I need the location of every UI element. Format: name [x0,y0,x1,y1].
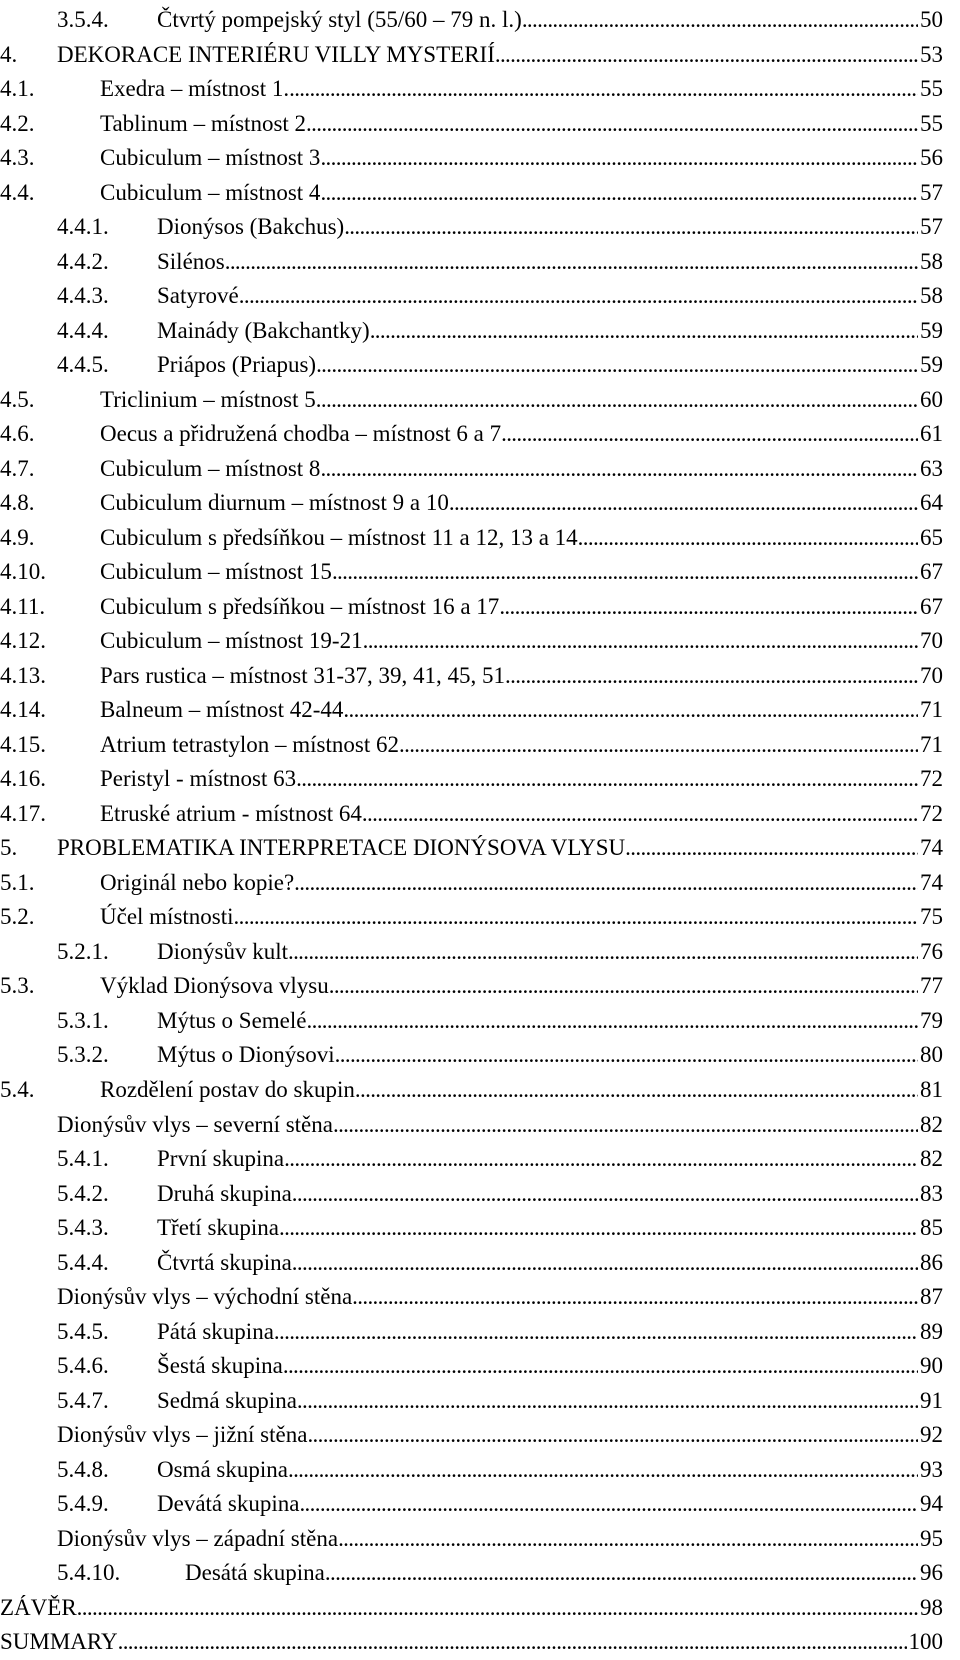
toc-entry[interactable] [0,866,960,901]
toc-entry-page-number: 56 [920,145,943,171]
toc-entry[interactable] [0,1280,960,1315]
toc-entry-title: ZÁVĚR [0,1594,77,1620]
toc-entry[interactable] [0,1556,960,1591]
dot-leader [297,1384,918,1419]
toc-entry-number: 5.2. [0,904,35,930]
toc-entry-number: 4.12. [0,628,46,654]
table-of-contents [0,3,960,1660]
dot-leader [283,1349,918,1384]
dot-leader [335,1038,918,1073]
dot-leader [294,866,918,901]
toc-entry-title: Oecus a přidružená chodba – místnost 6 a 7 [100,421,502,447]
dot-leader [316,383,918,418]
dot-leader [333,1108,918,1143]
toc-entry-title: Čtvrtý pompejský styl (55/60 – 79 n. l.) [157,7,522,32]
dot-leader [362,797,918,832]
toc-entry-title: Dionýsův vlys – severní stěna [57,1111,333,1137]
toc-entry-page-number: 94 [920,1491,943,1517]
toc-entry-title: Triclinium – místnost 5 [100,386,316,412]
toc-entry-title: Druhá skupina [157,1180,292,1206]
toc-entry-number: 4. [0,41,18,67]
toc-entry-page-number: 57 [920,214,943,240]
toc-entry-title: Čtvrtá skupina [157,1249,292,1275]
toc-entry-title: Satyrové [157,283,239,309]
toc-entry-page-number: 85 [920,1215,943,1241]
toc-entry-number: 5.3.1. [57,1007,109,1033]
toc-entry-title: Desátá skupina [185,1560,325,1586]
toc-entry[interactable] [0,486,960,521]
dot-leader [316,348,918,383]
toc-entry[interactable] [0,1108,960,1143]
toc-entry[interactable] [0,452,960,487]
toc-entry-number: 4.14. [0,697,46,723]
dot-leader [239,279,918,314]
dot-leader [288,1453,918,1488]
toc-entry[interactable] [0,693,960,728]
dot-leader [332,555,918,590]
toc-entry[interactable] [0,348,960,383]
toc-entry-title: Exedra – místnost 1. [100,76,290,102]
toc-entry[interactable] [0,1246,960,1281]
toc-entry-page-number: 63 [920,455,943,481]
dot-leader [325,1556,918,1591]
toc-entry-page-number: 79 [920,1007,943,1033]
dot-leader [370,314,918,349]
dot-leader [343,693,918,728]
toc-entry-page-number: 55 [920,110,943,136]
toc-entry-page-number: 80 [920,1042,943,1068]
toc-entry-number: 4.4.2. [57,248,109,274]
toc-entry-number: 5.4.1. [57,1146,109,1172]
toc-entry-number: 4.5. [0,386,35,412]
toc-entry[interactable] [0,1142,960,1177]
toc-entry-page-number: 74 [920,835,943,861]
toc-entry-title: Tablinum – místnost 2 [100,110,307,136]
toc-entry[interactable] [0,72,960,107]
toc-entry-number: 5.4.9. [57,1491,109,1517]
toc-entry-title: Mainády (Bakchantky) [157,317,370,343]
toc-entry-title: Osmá skupina [157,1456,288,1482]
dot-leader [118,1625,907,1660]
toc-entry-title: Etruské atrium - místnost 64 [100,800,362,826]
toc-entry[interactable] [0,1073,960,1108]
toc-entry[interactable] [0,624,960,659]
toc-entry-number: 4.16. [0,766,46,792]
toc-entry-title: Cubiculum diurnum – místnost 9 a 10 [100,490,449,516]
toc-entry[interactable] [0,1487,960,1522]
toc-entry[interactable] [0,1211,960,1246]
toc-entry[interactable] [0,831,960,866]
toc-entry[interactable] [0,521,960,556]
toc-entry[interactable] [0,383,960,418]
toc-entry-title: DEKORACE INTERIÉRU VILLY MYSTERIÍ [57,41,495,67]
toc-entry-title: Třetí skupina [157,1215,279,1241]
toc-entry[interactable] [0,1004,960,1039]
toc-entry-page-number: 67 [920,593,943,619]
toc-entry-title: Silénos [157,248,225,274]
toc-entry[interactable] [0,900,960,935]
toc-entry-title: Rozdělení postav do skupin [100,1076,355,1102]
toc-entry-page-number: 90 [920,1353,943,1379]
toc-entry-number: 4.13. [0,662,46,688]
toc-entry-page-number: 95 [920,1525,943,1551]
toc-entry-title: Originál nebo kopie? [100,869,295,895]
toc-entry-page-number: 53 [920,41,943,67]
toc-entry[interactable] [0,797,960,832]
toc-entry[interactable] [0,590,960,625]
toc-entry[interactable] [0,1315,960,1350]
toc-entry[interactable] [0,245,960,280]
toc-entry-title: Atrium tetrastylon – místnost 62 [100,731,399,757]
toc-entry-number: 4.17. [0,800,46,826]
toc-entry-page-number: 58 [920,248,943,274]
toc-entry-title: Pátá skupina [157,1318,274,1344]
toc-entry-title: Cubiculum – místnost 4 [100,179,321,205]
toc-entry-number: 4.2. [0,110,35,136]
toc-entry-page-number: 60 [920,386,943,412]
dot-leader [495,38,918,73]
toc-entry-page-number: 65 [920,524,943,550]
toc-entry-page-number: 72 [920,766,943,792]
dot-leader [292,1246,918,1281]
toc-entry-title: Šestá skupina [157,1353,283,1379]
toc-entry-page-number: 75 [920,904,943,930]
toc-entry-title: Peristyl - místnost 63 [100,766,297,792]
dot-leader [320,452,918,487]
toc-entry-page-number: 74 [920,869,943,895]
toc-entry-page-number: 92 [920,1422,943,1448]
toc-entry-title: Dionýsův vlys – východní stěna [57,1284,353,1310]
toc-entry-page-number: 82 [920,1111,943,1137]
toc-entry-page-number: 61 [920,421,943,447]
toc-entry-title: Mýtus o Dionýsovi [157,1042,335,1068]
toc-entry-page-number: 55 [920,76,943,102]
toc-entry-page-number: 87 [920,1284,943,1310]
toc-entry-title: Balneum – místnost 42-44 [100,697,344,723]
toc-entry-title: Dionýsův vlys – jižní stěna [57,1422,308,1448]
toc-entry-page-number: 70 [920,662,943,688]
toc-entry[interactable] [0,935,960,970]
toc-entry[interactable] [0,1038,960,1073]
toc-entry[interactable] [0,728,960,763]
toc-entry-number: 4.3. [0,145,35,171]
toc-entry-number: 4.4.3. [57,283,109,309]
toc-entry-number: 4.4.4. [57,317,109,343]
toc-entry-number: 5.4.10. [57,1560,121,1586]
toc-entry[interactable] [0,969,960,1004]
dot-leader [399,728,918,763]
toc-entry-page-number: 64 [920,490,943,516]
toc-entry-title: Cubiculum – místnost 19-21 [100,628,363,654]
toc-entry-title: SUMMARY [0,1629,118,1655]
toc-entry-number: 5.4.5. [57,1318,109,1344]
toc-entry[interactable] [0,762,960,797]
toc-entry-page-number: 81 [920,1076,943,1102]
toc-entry-page-number: 72 [920,800,943,826]
toc-entry-title: Dionýsův vlys – západní stěna [57,1525,339,1551]
toc-entry-page-number: 83 [920,1180,943,1206]
dot-leader [306,107,918,142]
toc-entry-page-number: 67 [920,559,943,585]
dot-leader [505,659,918,694]
toc-entry[interactable] [0,1384,960,1419]
toc-entry-number: 5.4.2. [57,1180,109,1206]
dot-leader [288,935,918,970]
toc-entry[interactable] [0,107,960,142]
toc-entry-title: Sedmá skupina [157,1387,297,1413]
toc-entry-number: 3.5.4. [57,7,109,32]
toc-entry[interactable] [0,1349,960,1384]
toc-entry-title: Cubiculum – místnost 15 [100,559,332,585]
toc-entry-title: Účel místnosti [100,904,234,930]
toc-entry[interactable] [0,279,960,314]
toc-entry-page-number: 59 [920,317,943,343]
toc-entry-number: 4.11. [0,593,46,619]
dot-leader [279,1211,918,1246]
toc-entry-number: 5.1. [0,869,35,895]
toc-entry-number: 4.1. [0,76,35,102]
dot-leader [296,762,918,797]
toc-entry-number: 5.4. [0,1076,35,1102]
dot-leader [320,141,918,176]
toc-entry-number: 5.4.4. [57,1249,109,1275]
dot-leader [355,1073,918,1108]
toc-entry[interactable] [0,659,960,694]
toc-entry-number: 5.3. [0,973,35,999]
toc-entry[interactable] [0,555,960,590]
dot-leader [274,1315,918,1350]
toc-entry-number: 5.4.7. [57,1387,109,1413]
toc-entry[interactable] [0,1522,960,1557]
toc-entry-page-number: 77 [920,973,943,999]
toc-entry-page-number: 59 [920,352,943,378]
toc-entry-title: Mýtus o Semelé [157,1007,307,1033]
toc-entry-title: PROBLEMATIKA INTERPRETACE DIONÝSOVA VLYSU [57,835,626,861]
toc-entry[interactable] [0,1591,960,1626]
dot-leader [225,245,918,280]
dot-leader [499,590,918,625]
toc-entry-title: Výklad Dionýsova vlysu [100,973,329,999]
dot-leader [578,521,918,556]
dot-leader [329,969,918,1004]
dot-leader [625,831,918,866]
toc-entry[interactable] [0,417,960,452]
toc-entry-number: 5.2.1. [57,938,109,964]
dot-leader [338,1522,918,1557]
dot-leader [284,1142,918,1177]
toc-entry-page-number: 71 [920,697,943,723]
toc-entry-number: 4.15. [0,731,46,757]
toc-entry-title: První skupina [157,1146,285,1172]
dot-leader [307,1418,918,1453]
toc-entry-page-number: 96 [920,1560,943,1586]
toc-entry-number: 4.10. [0,559,46,585]
toc-entry-page-number: 89 [920,1318,943,1344]
toc-entry-page-number: 100 [908,1629,943,1655]
dot-leader [307,1004,919,1039]
dot-leader [522,3,918,38]
toc-entry-number: 5. [0,835,18,861]
toc-entry-page-number: 57 [920,179,943,205]
dot-leader [501,417,918,452]
toc-entry[interactable] [0,38,960,73]
toc-entry-title: Cubiculum – místnost 8 [100,455,321,481]
toc-entry-page-number: 76 [920,938,943,964]
toc-entry-page-number: 70 [920,628,943,654]
toc-entry-number: 4.4.1. [57,214,109,240]
toc-entry-number: 4.4.5. [57,352,109,378]
toc-entry-title: Priápos (Priapus) [157,352,317,378]
toc-entry[interactable] [0,210,960,245]
toc-entry[interactable] [0,141,960,176]
toc-entry[interactable] [0,1453,960,1488]
toc-entry-title: Cubiculum s předsíňkou – místnost 16 a 17 [100,593,500,619]
dot-leader [352,1280,918,1315]
dot-leader [292,1177,918,1212]
toc-entry-title: Dionýsos (Bakchus) [157,214,345,240]
toc-entry-number: 4.6. [0,421,35,447]
toc-entry-page-number: 50 [920,7,943,32]
toc-entry-number: 4.9. [0,524,35,550]
toc-entry-number: 5.3.2. [57,1042,109,1068]
toc-entry[interactable] [0,1625,960,1660]
toc-entry-title: Pars rustica – místnost 31-37, 39, 41, 45, 51 [100,662,506,688]
dot-leader [289,72,918,107]
toc-entry[interactable] [0,1418,960,1453]
dot-leader [320,176,918,211]
toc-entry-page-number: 82 [920,1146,943,1172]
toc-entry-page-number: 91 [920,1387,943,1413]
toc-entry-page-number: 86 [920,1249,943,1275]
toc-entry[interactable] [0,1177,960,1212]
toc-entry[interactable] [0,3,960,38]
toc-entry-number: 5.4.6. [57,1353,109,1379]
toc-entry[interactable] [0,176,960,211]
dot-leader [344,210,918,245]
toc-entry-title: Cubiculum s předsíňkou – místnost 11 a 12, 13 a 14 [100,524,578,550]
toc-entry-page-number: 71 [920,731,943,757]
dot-leader [363,624,918,659]
toc-entry-number: 4.8. [0,490,35,516]
toc-entry-title: Dionýsův kult [157,938,288,964]
toc-entry-title: Cubiculum – místnost 3 [100,145,321,171]
toc-entry-page-number: 58 [920,283,943,309]
toc-entry-number: 5.4.3. [57,1215,109,1241]
dot-leader [299,1487,918,1522]
toc-entry-number: 4.7. [0,455,35,481]
toc-entry-number: 4.4. [0,179,35,205]
dot-leader [449,486,918,521]
toc-entry-page-number: 98 [920,1594,943,1620]
dot-leader [77,1591,918,1626]
dot-leader [234,900,918,935]
toc-entry-page-number: 93 [920,1456,943,1482]
toc-entry-number: 5.4.8. [57,1456,109,1482]
toc-entry[interactable] [0,314,960,349]
toc-entry-title: Devátá skupina [157,1491,300,1517]
